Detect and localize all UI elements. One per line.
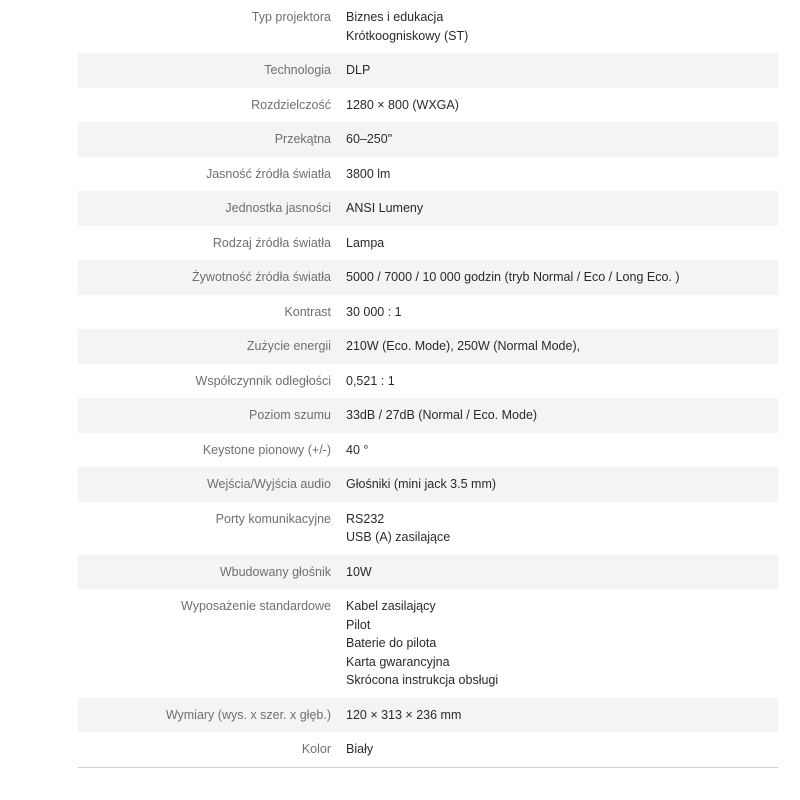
spec-value [331, 96, 778, 115]
spec-value-line: 60–250" [346, 132, 393, 146]
spec-row-color [78, 732, 778, 767]
spec-value-line: 30 000 : 1 [346, 304, 402, 319]
spec-row-built-in-speaker [78, 555, 778, 590]
spec-label: Keystone pionowy (+/-) [202, 442, 331, 457]
spec-value-line: ANSI Lumeny [346, 201, 424, 215]
spec-value [331, 372, 778, 391]
spec-row-diagonal [78, 122, 778, 157]
spec-value [331, 268, 778, 287]
spec-row-brightness [78, 157, 778, 192]
spec-value-line: 0,521 : 1 [346, 373, 395, 388]
spec-row-vertical-keystone [78, 433, 778, 468]
spec-row-standard-equipment [78, 589, 778, 698]
spec-value [331, 510, 778, 547]
spec-label: Przekątna [274, 132, 331, 146]
spec-value-line: 33dB / 27dB (Normal / Eco. Mode) [346, 408, 538, 422]
spec-value [331, 8, 778, 45]
spec-value [331, 597, 778, 690]
spec-value [331, 563, 778, 582]
specification-table [78, 0, 778, 768]
spec-label: Kontrast [284, 304, 331, 319]
spec-value-line: Biznes i edukacja [346, 10, 444, 24]
spec-label: Poziom szumu [249, 408, 331, 422]
spec-row-audio-io [78, 467, 778, 502]
spec-value [331, 337, 778, 356]
spec-label: Porty komunikacyjne [215, 511, 331, 526]
spec-label: Typ projektora [251, 10, 331, 24]
spec-value [331, 165, 778, 184]
spec-label: Kolor [301, 742, 331, 756]
spec-row-dimensions [78, 698, 778, 733]
spec-value-line: Głośniki (mini jack 3.5 mm) [346, 477, 497, 491]
spec-row-contrast [78, 295, 778, 330]
spec-value [331, 199, 778, 218]
spec-label: Wyposażenie standardowe [181, 599, 331, 613]
spec-value [331, 740, 778, 759]
spec-label: Rodzaj źródła światła [212, 235, 331, 250]
spec-value-line: 10W [346, 564, 372, 579]
spec-row-technology [78, 53, 778, 88]
spec-row-brightness-unit [78, 191, 778, 226]
spec-value-line: Pilot [346, 617, 371, 632]
spec-label: Jasność źródła światła [205, 166, 331, 181]
spec-label: Zużycie energii [246, 339, 331, 353]
spec-value-line: Biały [346, 742, 374, 756]
spec-row-power-consumption [78, 329, 778, 364]
spec-label: Wymiary (wys. x szer. x głęb.) [165, 707, 331, 722]
spec-value [331, 130, 778, 149]
spec-value-line: 40 ° [346, 442, 369, 457]
spec-label: Wbudowany głośnik [219, 564, 331, 579]
spec-row-resolution [78, 88, 778, 123]
spec-value-line: Karta gwarancyjna [346, 654, 450, 669]
spec-row-light-source-life [78, 260, 778, 295]
spec-value [331, 706, 778, 725]
spec-value-line: Skrócona instrukcja obsługi [346, 673, 499, 687]
spec-label: Technologia [264, 63, 331, 77]
spec-value-line: USB (A) zasilające [346, 530, 451, 544]
spec-label: Rozdzielczość [251, 97, 331, 112]
spec-row-light-source-type [78, 226, 778, 261]
spec-row-throw-ratio [78, 364, 778, 399]
spec-value-line: DLP [346, 63, 371, 77]
spec-value [331, 406, 778, 425]
spec-row-communication-ports [78, 502, 778, 555]
spec-value-line: 5000 / 7000 / 10 000 godzin (tryb Normal / Eco / Long Eco. ) [346, 270, 680, 284]
spec-value-line: 120 × 313 × 236 mm [346, 707, 462, 722]
spec-value [331, 475, 778, 494]
spec-row-projector-type [78, 0, 778, 53]
spec-label: Wejścia/Wyjścia audio [206, 477, 331, 491]
spec-label: Żywotność źródła światła [192, 270, 331, 284]
spec-label: Jednostka jasności [225, 201, 331, 215]
spec-value-line: RS232 [346, 511, 385, 526]
spec-value [331, 61, 778, 80]
spec-row-noise-level [78, 398, 778, 433]
spec-value [331, 234, 778, 253]
spec-value [331, 303, 778, 322]
spec-value-line: Kabel zasilający [346, 599, 436, 613]
spec-value-line: 210W (Eco. Mode), 250W (Normal Mode), [346, 339, 581, 353]
spec-value-line: Krótkoogniskowy (ST) [346, 28, 469, 43]
spec-label: Współczynnik odległości [195, 373, 331, 388]
spec-value-line: Lampa [346, 235, 385, 250]
spec-value [331, 441, 778, 460]
spec-value-line: 3800 lm [346, 166, 391, 181]
spec-value-line: Baterie do pilota [346, 636, 437, 650]
spec-value-line: 1280 × 800 (WXGA) [346, 97, 459, 112]
